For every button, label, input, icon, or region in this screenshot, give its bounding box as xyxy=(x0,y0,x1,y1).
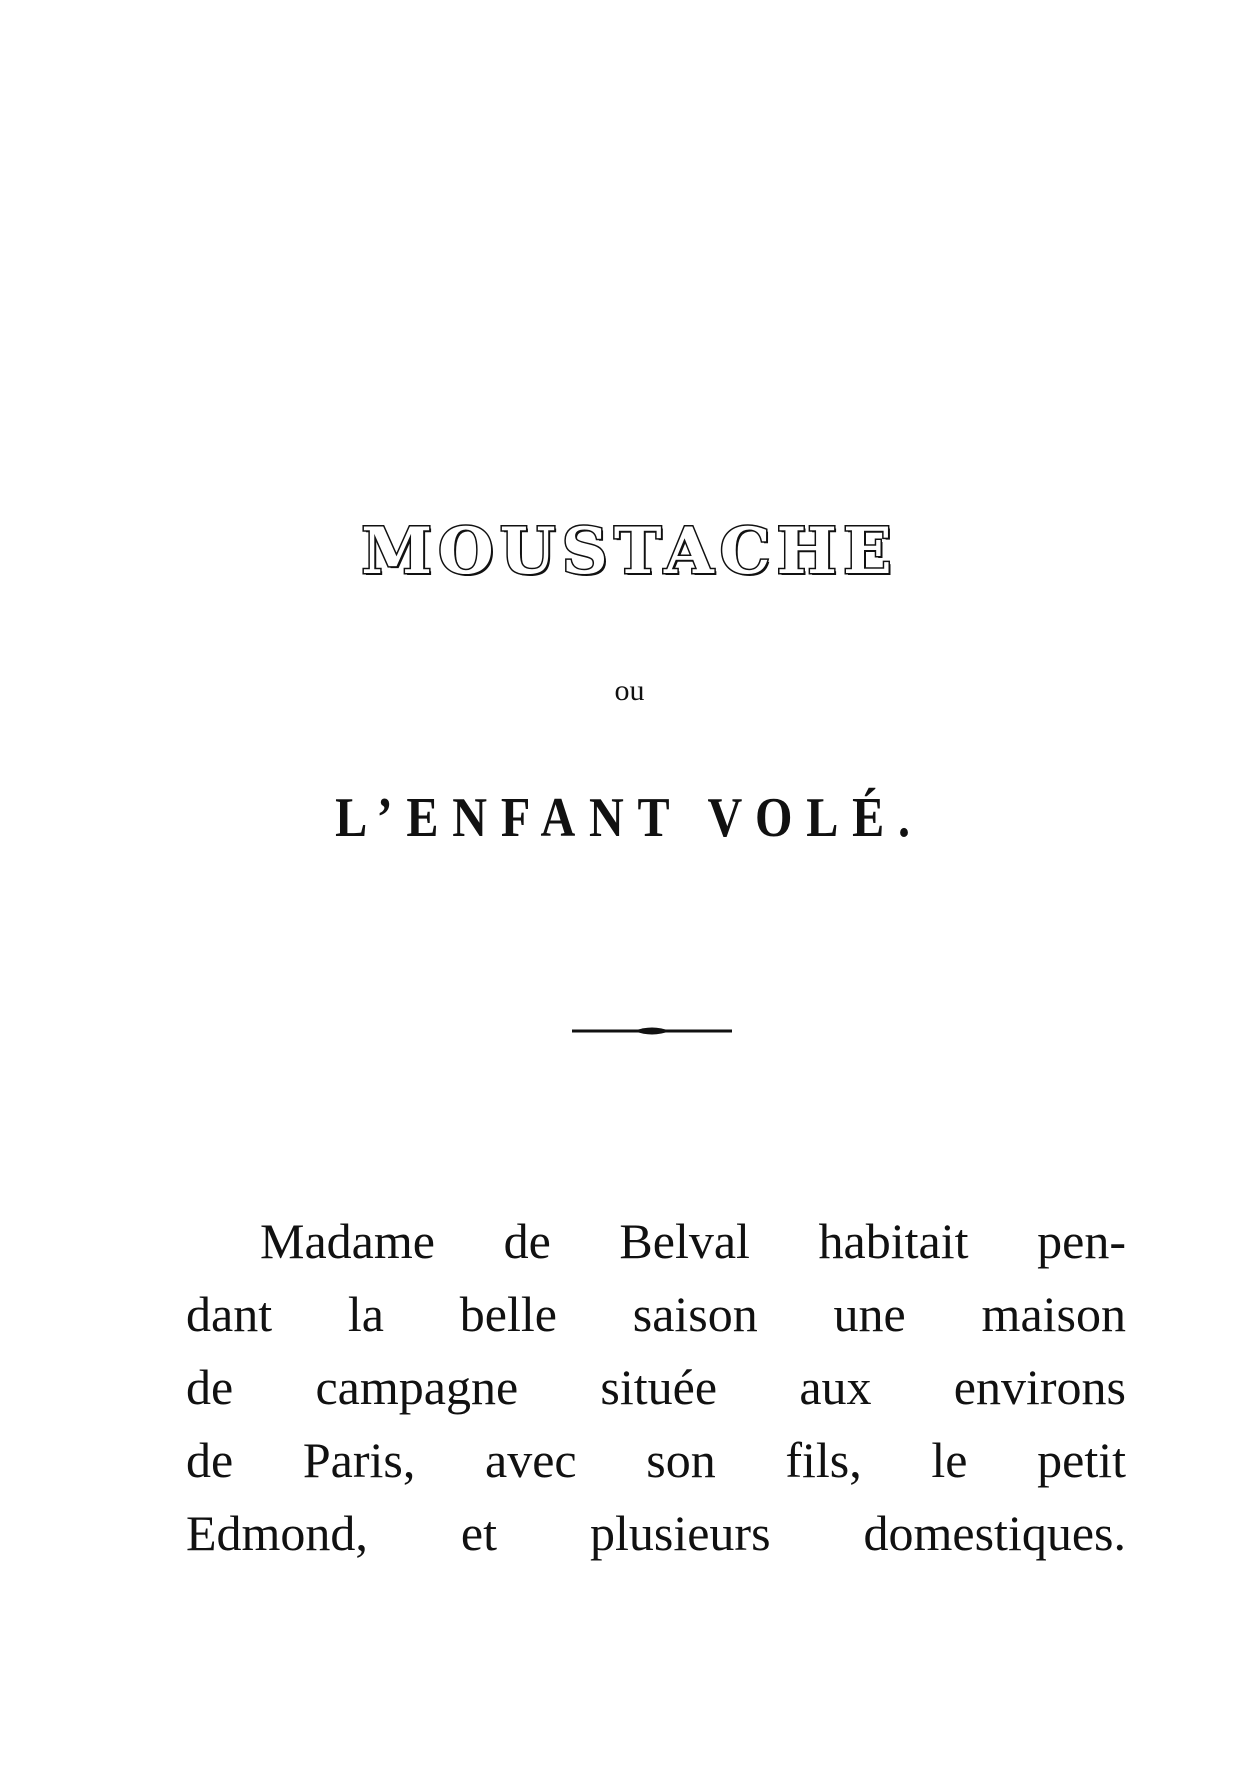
title-conjunction: ou xyxy=(614,674,645,707)
book-title: MOUSTACHE xyxy=(361,514,898,589)
book-subtitle: L’ENFANT VOLÉ. xyxy=(335,787,924,849)
paragraph-line: Madame de Belval habitait pen- xyxy=(260,1213,1126,1269)
paragraph-line: Edmond, et plusieurs domestiques. xyxy=(186,1505,1126,1561)
paragraph-line: de Paris, avec son fils, le petit xyxy=(186,1432,1126,1488)
paragraph-line: de campagne située aux environs xyxy=(186,1359,1126,1415)
divider-ornament xyxy=(572,1024,732,1038)
paragraph-line: dant la belle saison une maison xyxy=(186,1286,1126,1342)
opening-paragraph xyxy=(186,1205,1126,1570)
